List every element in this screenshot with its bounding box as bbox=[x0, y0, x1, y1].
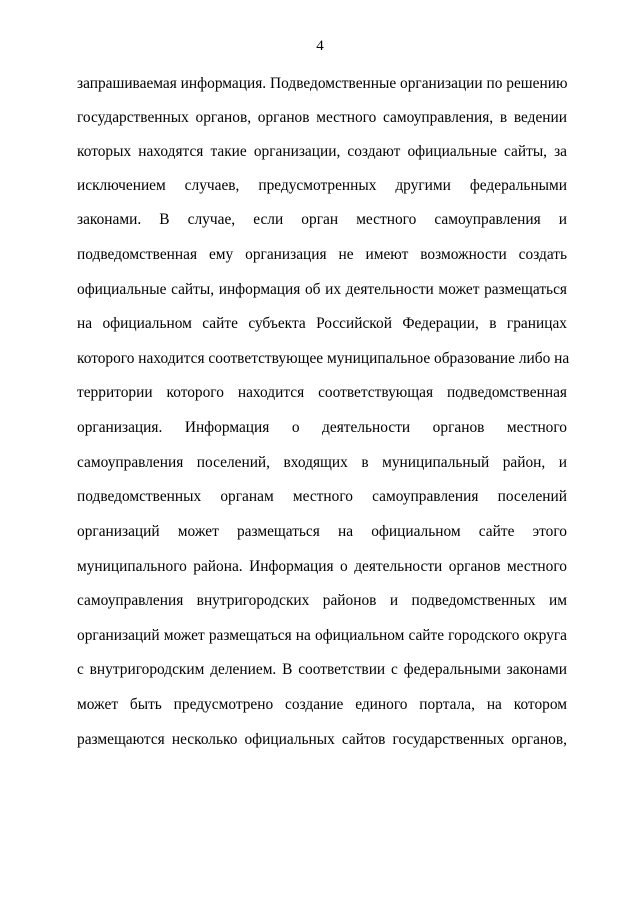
text-line: которого находится соответствующее муниципальное образование либо на bbox=[77, 350, 570, 367]
text-line: подведомственная ему организация не имеют возможности создать bbox=[77, 246, 567, 263]
text-line: самоуправления поселений, входящих в муниципальный район, и bbox=[77, 454, 567, 471]
text-line: самоуправления внутригородских районов и подведомственных им bbox=[77, 592, 567, 609]
text-line: которых находятся такие организации, создают официальные сайты, за bbox=[77, 143, 567, 160]
text-line: территории которого находится соответствующая подведомственная bbox=[77, 384, 567, 401]
text-line: подведомственных органам местного самоуправления поселений bbox=[77, 488, 567, 505]
text-line: запрашиваемая информация. Подведомственные организации по решению bbox=[77, 75, 568, 92]
text-line: государственных органов, органов местного самоуправления, в ведении bbox=[77, 109, 567, 126]
text-line: законами. В случае, если орган местного самоуправления и bbox=[77, 211, 567, 228]
text-line: организаций может размещаться на официальном сайте этого bbox=[77, 523, 567, 540]
text-line: муниципального района. Информация о деятельности органов местного bbox=[77, 558, 567, 575]
text-line: официальные сайты, информация об их деятельности может размещаться bbox=[77, 281, 567, 298]
text-line: может быть предусмотрено создание единого портала, на котором bbox=[77, 696, 567, 713]
text-line: с внутригородским делением. В соответствии с федеральными законами bbox=[77, 661, 567, 678]
text-line: исключением случаев, предусмотренных другими федеральными bbox=[77, 177, 567, 194]
text-line: размещаются несколько официальных сайтов государственных органов, bbox=[77, 731, 567, 748]
text-line: организация. Информация о деятельности органов местного bbox=[77, 419, 567, 436]
text-line: на официальном сайте субъекта Российской Федерации, в границах bbox=[77, 315, 567, 332]
page-number: 4 bbox=[316, 38, 324, 54]
text-line: организаций может размещаться на официальном сайте городского округа bbox=[77, 627, 567, 644]
